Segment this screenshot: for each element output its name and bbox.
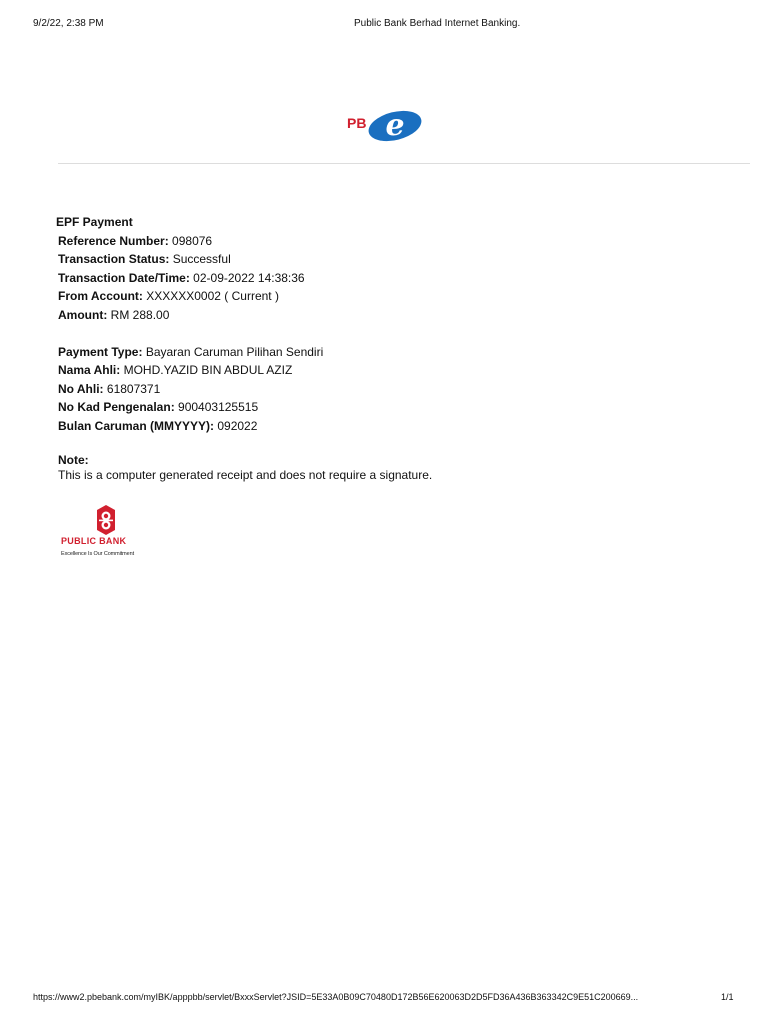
receipt-body — [58, 213, 432, 483]
header-divider — [58, 163, 750, 164]
print-header — [0, 18, 768, 32]
receipt-row-member-name: Nama Ahli: MOHD.YAZID BIN ABDUL AZIZ — [58, 363, 293, 378]
print-footer — [0, 992, 768, 1006]
pbe-logo-graphic — [344, 104, 426, 146]
receipt-row-payment-type: Payment Type: Bayaran Caruman Pilihan Sendiri — [58, 344, 324, 359]
public-bank-name: PUBLIC BANK — [61, 536, 127, 546]
receipt-row-transaction-datetime: Transaction Date/Time: 02-09-2022 14:38:36 — [58, 270, 305, 285]
note-label: Note: — [58, 452, 89, 467]
receipt-row-contribution-month: Bulan Caruman (MMYYYY): 092022 — [58, 418, 258, 433]
receipt-row-from-account: From Account: XXXXXX0002 ( Current ) — [58, 289, 279, 304]
print-footer-url: https://www2.pbebank.com/myIBK/apppbb/servlet/BxxxServlet?JSID=5E33A0B09C70480D172B56E620063D2D5FD36A436B363342C9E51C200669... — [33, 992, 639, 1002]
print-page-title: Public Bank Berhad Internet Banking. — [354, 18, 521, 29]
receipt-row-reference-number: Reference Number: 098076 — [58, 233, 213, 248]
receipt-row-transaction-status: Transaction Status: Successful — [58, 252, 231, 267]
public-bank-logo — [58, 505, 158, 561]
pbe-logo — [344, 104, 426, 146]
print-page-number: 1/1 — [721, 992, 734, 1002]
public-bank-tagline: Excellence Is Our Commitment — [61, 551, 134, 557]
pbe-logo-text: PB — [347, 115, 367, 131]
public-bank-emblem-icon — [95, 505, 117, 535]
receipt-row-amount: Amount: RM 288.00 — [58, 307, 170, 322]
print-datetime: 9/2/22, 2:38 PM — [33, 18, 104, 29]
receipt-row-member-number: No Ahli: 61807371 — [58, 381, 161, 396]
receipt-row-id-number: No Kad Pengenalan: 900403125515 — [58, 400, 259, 415]
receipt-heading: EPF Payment — [56, 215, 133, 229]
note-text: This is a computer generated receipt and does not require a signature. — [58, 467, 433, 482]
pbe-logo-e-glyph: e — [385, 108, 405, 143]
